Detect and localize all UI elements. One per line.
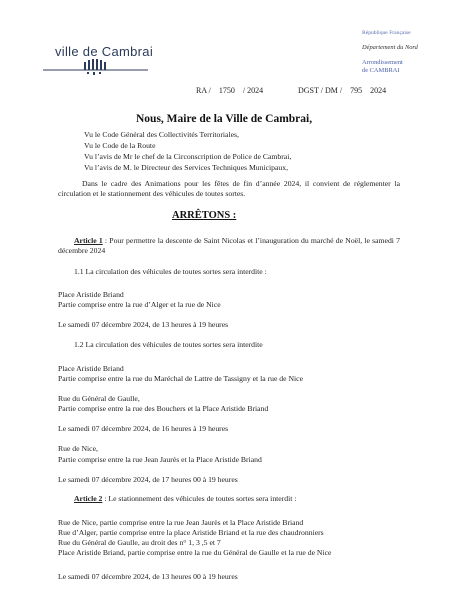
s12-date-2: Le samedi 07 décembre 2024, de 17 heures 00 à 19 heures: [58, 475, 238, 484]
logo-text: ville de Cambrai: [55, 44, 154, 59]
vu-line-4: Vu l’avis de M. le Directeur des Services Techniques Municipaux,: [84, 163, 289, 172]
a2-line-4: Place Aristide Briand, partie comprise entre la rue du Général de Gaulle et la rue de Nice: [58, 548, 332, 557]
s12-rue-general: Rue du Général de Gaulle,: [58, 394, 140, 403]
cambrai-logo-icon: [43, 58, 148, 76]
a2-line-2: Rue d’Alger, partie comprise entre la place Aristide Briand et la rue des chaudronniers: [58, 528, 324, 537]
article-1-paragraph: [58, 236, 400, 255]
a2-line-1: Rue de Nice, partie comprise entre la rue Jean Jaurès et la Place Aristide Briand: [58, 518, 304, 527]
reference-dgst: DGST / DM / 795 2024: [298, 86, 387, 95]
republique-francaise: République Française: [362, 30, 411, 36]
considerant-text: Dans le cadre des Animations pour les fêtes de fin d’année 2024, il convient de réglementer la circulation et le stationnement des véhicules de toutes sortes.: [58, 179, 400, 198]
vu-line-3: Vu l’avis de Mr le chef de la Circonscription de Police de Cambrai,: [84, 152, 292, 161]
arretons-heading: ARRÊTONS :: [172, 210, 237, 221]
s11-partie: Partie comprise entre la rue d’Alger et la rue de Nice: [58, 300, 221, 309]
vu-line-2: Vu le Code de la Route: [84, 141, 156, 150]
s11-date: Le samedi 07 décembre 2024, de 13 heures à 19 heures: [58, 320, 229, 329]
a2-line-3: Rue du Général de Gaulle, au droit des n° 1, 3 ,5 et 7: [58, 538, 221, 547]
article-2-label: Article 2: [74, 494, 103, 503]
arrondissement-line1: Arrondissement: [362, 59, 403, 66]
s11-place: Place Aristide Briand: [58, 290, 124, 299]
s12-rue-nice: Rue de Nice,: [58, 444, 98, 453]
article-1-text: : Pour permettre la descente de Saint Nicolas et l’inauguration du marché de Noël, le samedi 7 décembre 2024: [58, 236, 400, 255]
arrondissement-line2: de CAMBRAI: [362, 67, 400, 74]
vu-line-1: Vu le Code Général des Collectivités Territoriales,: [84, 130, 239, 139]
s12-partie: Partie comprise entre la rue du Maréchal de Lattre de Tassigny et la rue de Nice: [58, 374, 304, 383]
page-title: Nous, Maire de la Ville de Cambrai,: [136, 113, 313, 125]
a2-date: Le samedi 07 décembre 2024, de 13 heures 00 à 19 heures: [58, 572, 238, 581]
section-1-1: 1.1 La circulation des véhicules de toutes sortes sera interdite :: [74, 267, 267, 276]
s12-rue-nice-partie: Partie comprise entre la rue Jean Jaurès et la Place Aristide Briand: [58, 455, 262, 464]
section-1-2: 1.2 La circulation des véhicules de toutes sortes sera interdite: [74, 340, 263, 349]
article-2-text: : Le stationnement des véhicules de toutes sortes sera interdit :: [102, 494, 297, 503]
reference-ra: RA / 1750 / 2024: [196, 86, 264, 95]
considerant-paragraph: [58, 179, 400, 198]
s12-place: Place Aristide Briand: [58, 364, 124, 373]
article-2-paragraph: [74, 494, 296, 504]
s12-date-1: Le samedi 07 décembre 2024, de 16 heures à 19 heures: [58, 424, 229, 433]
departement: Département du Nord: [362, 44, 418, 51]
s12-rue-general-partie: Partie comprise entre la rue des Bouchers et la Place Aristide Briand: [58, 404, 269, 413]
article-1-label: Article 1: [74, 236, 103, 245]
